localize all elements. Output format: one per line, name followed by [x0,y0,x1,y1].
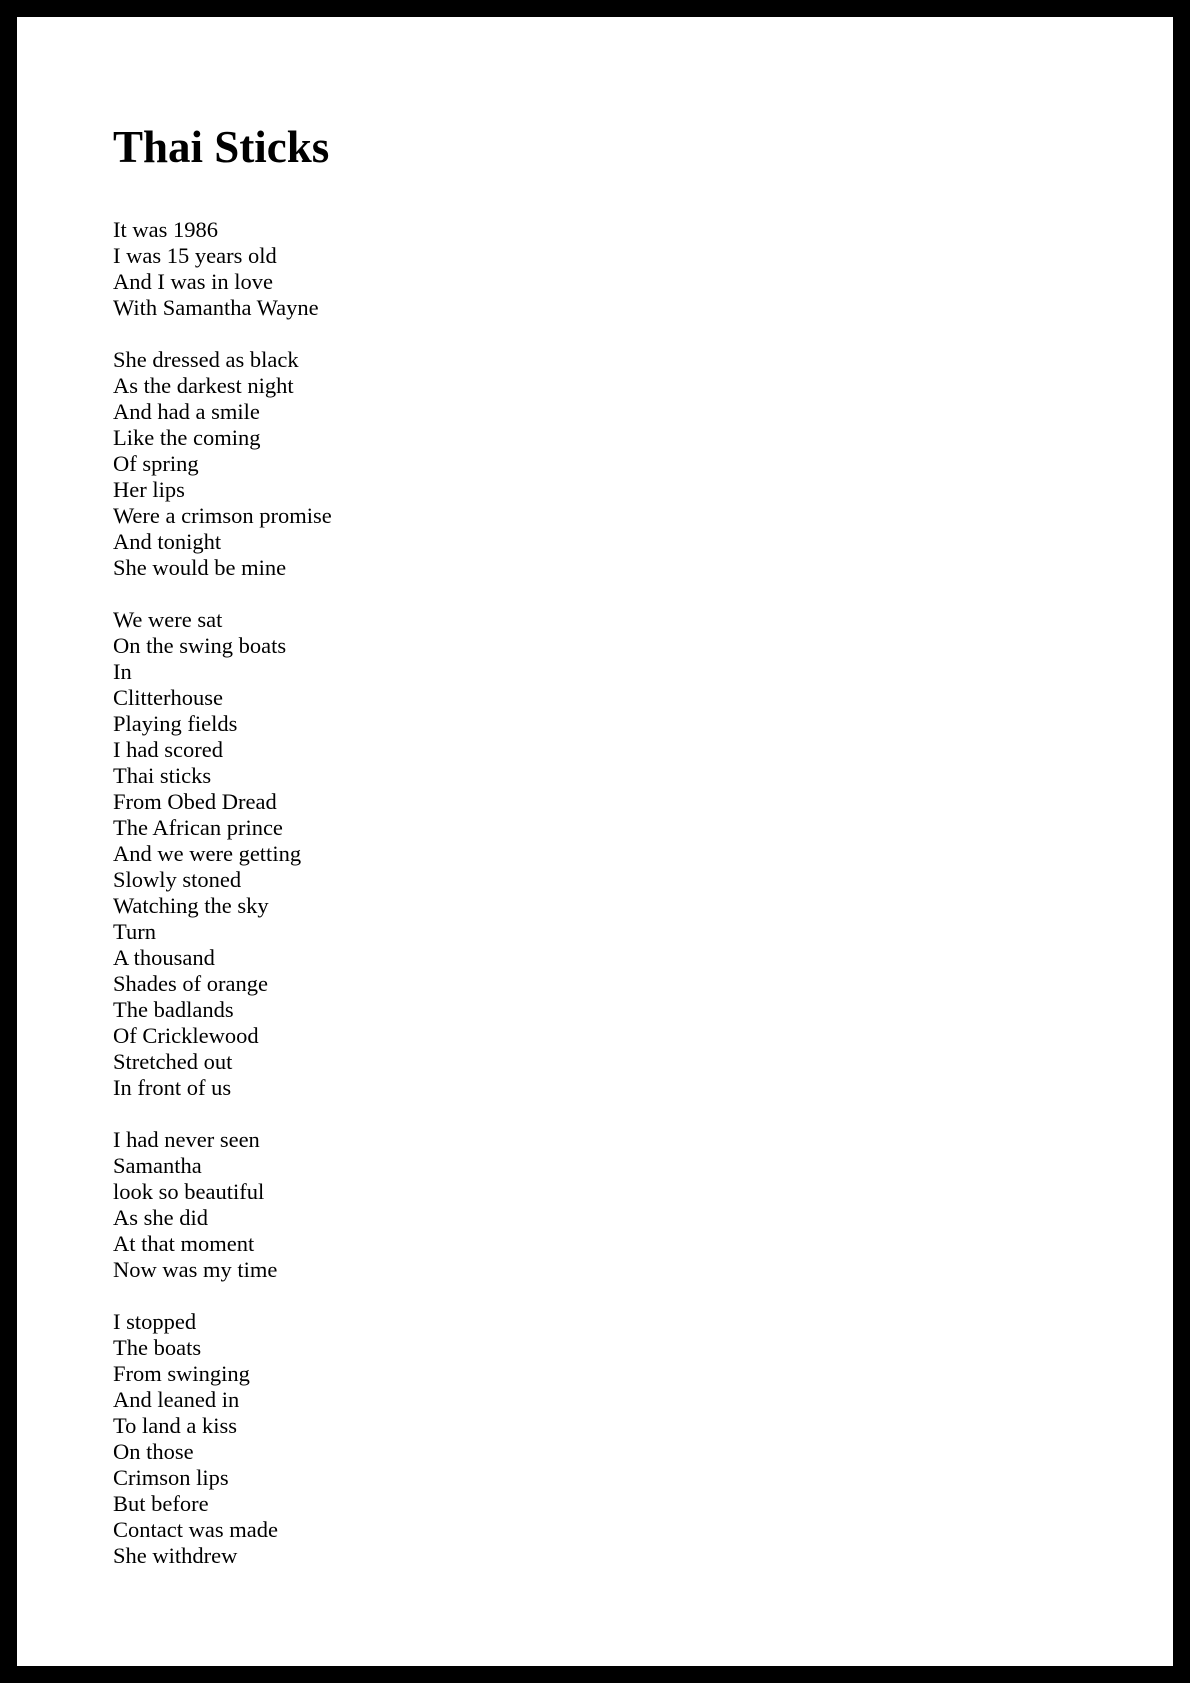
stanza [113,607,332,1101]
poem-line: On those [113,1439,194,1464]
poem-line: From swinging [113,1361,250,1386]
poem-line: Like the coming [113,425,261,450]
poem-line: She would be mine [113,555,287,580]
poem-line: And had a smile [113,399,260,424]
poem-line: In front of us [113,1075,232,1100]
poem-line: The badlands [113,997,234,1022]
poem-line: A thousand [113,945,215,970]
stanza [113,1127,332,1283]
poem-line: On the swing boats [113,633,287,658]
poem-line: Shades of orange [113,971,268,996]
poem-line: Stretched out [113,1049,233,1074]
poem-line: With Samantha Wayne [113,295,319,320]
poem-line: Now was my time [113,1257,278,1282]
poem-line: Of Cricklewood [113,1023,259,1048]
poem-line: Playing fields [113,711,238,736]
poem-line: And we were getting [113,841,302,866]
poem-line: Samantha [113,1153,202,1178]
poem-line: I stopped [113,1309,197,1334]
poem-line: At that moment [113,1231,255,1256]
poem-line: I had scored [113,737,223,762]
poem-line: It was 1986 [113,217,218,242]
poem-line: Her lips [113,477,185,502]
poem-line: And tonight [113,529,222,554]
poem-line: And leaned in [113,1387,240,1412]
poem-title: Thai Sticks [113,122,330,172]
poem-line: Of spring [113,451,199,476]
poem-line: look so beautiful [113,1179,265,1204]
poem-line: In [113,659,132,684]
poem-line: Clitterhouse [113,685,223,710]
poem-line: I was 15 years old [113,243,277,268]
poem-line: To land a kiss [113,1413,238,1438]
stanza [113,347,332,581]
poem-line: And I was in love [113,269,273,294]
poem-line: We were sat [113,607,223,632]
poem-line: She withdrew [113,1543,238,1568]
poem-line: Were a crimson promise [113,503,332,528]
poem-line: Slowly stoned [113,867,242,892]
poem-line: Crimson lips [113,1465,229,1490]
poem-line: Thai sticks [113,763,212,788]
poem-line: From Obed Dread [113,789,277,814]
stanza [113,1309,332,1569]
poem-line: Contact was made [113,1517,278,1542]
poem-line: I had never seen [113,1127,260,1152]
poem-line: Turn [113,919,156,944]
poem-line: As the darkest night [113,373,294,398]
document-page [17,17,1173,1666]
poem-body [113,217,332,1595]
stanza [113,217,332,321]
poem-line: The boats [113,1335,202,1360]
poem-line: But before [113,1491,209,1516]
poem-line: The African prince [113,815,283,840]
poem-line: Watching the sky [113,893,269,918]
poem-line: She dressed as black [113,347,299,372]
poem-line: As she did [113,1205,208,1230]
